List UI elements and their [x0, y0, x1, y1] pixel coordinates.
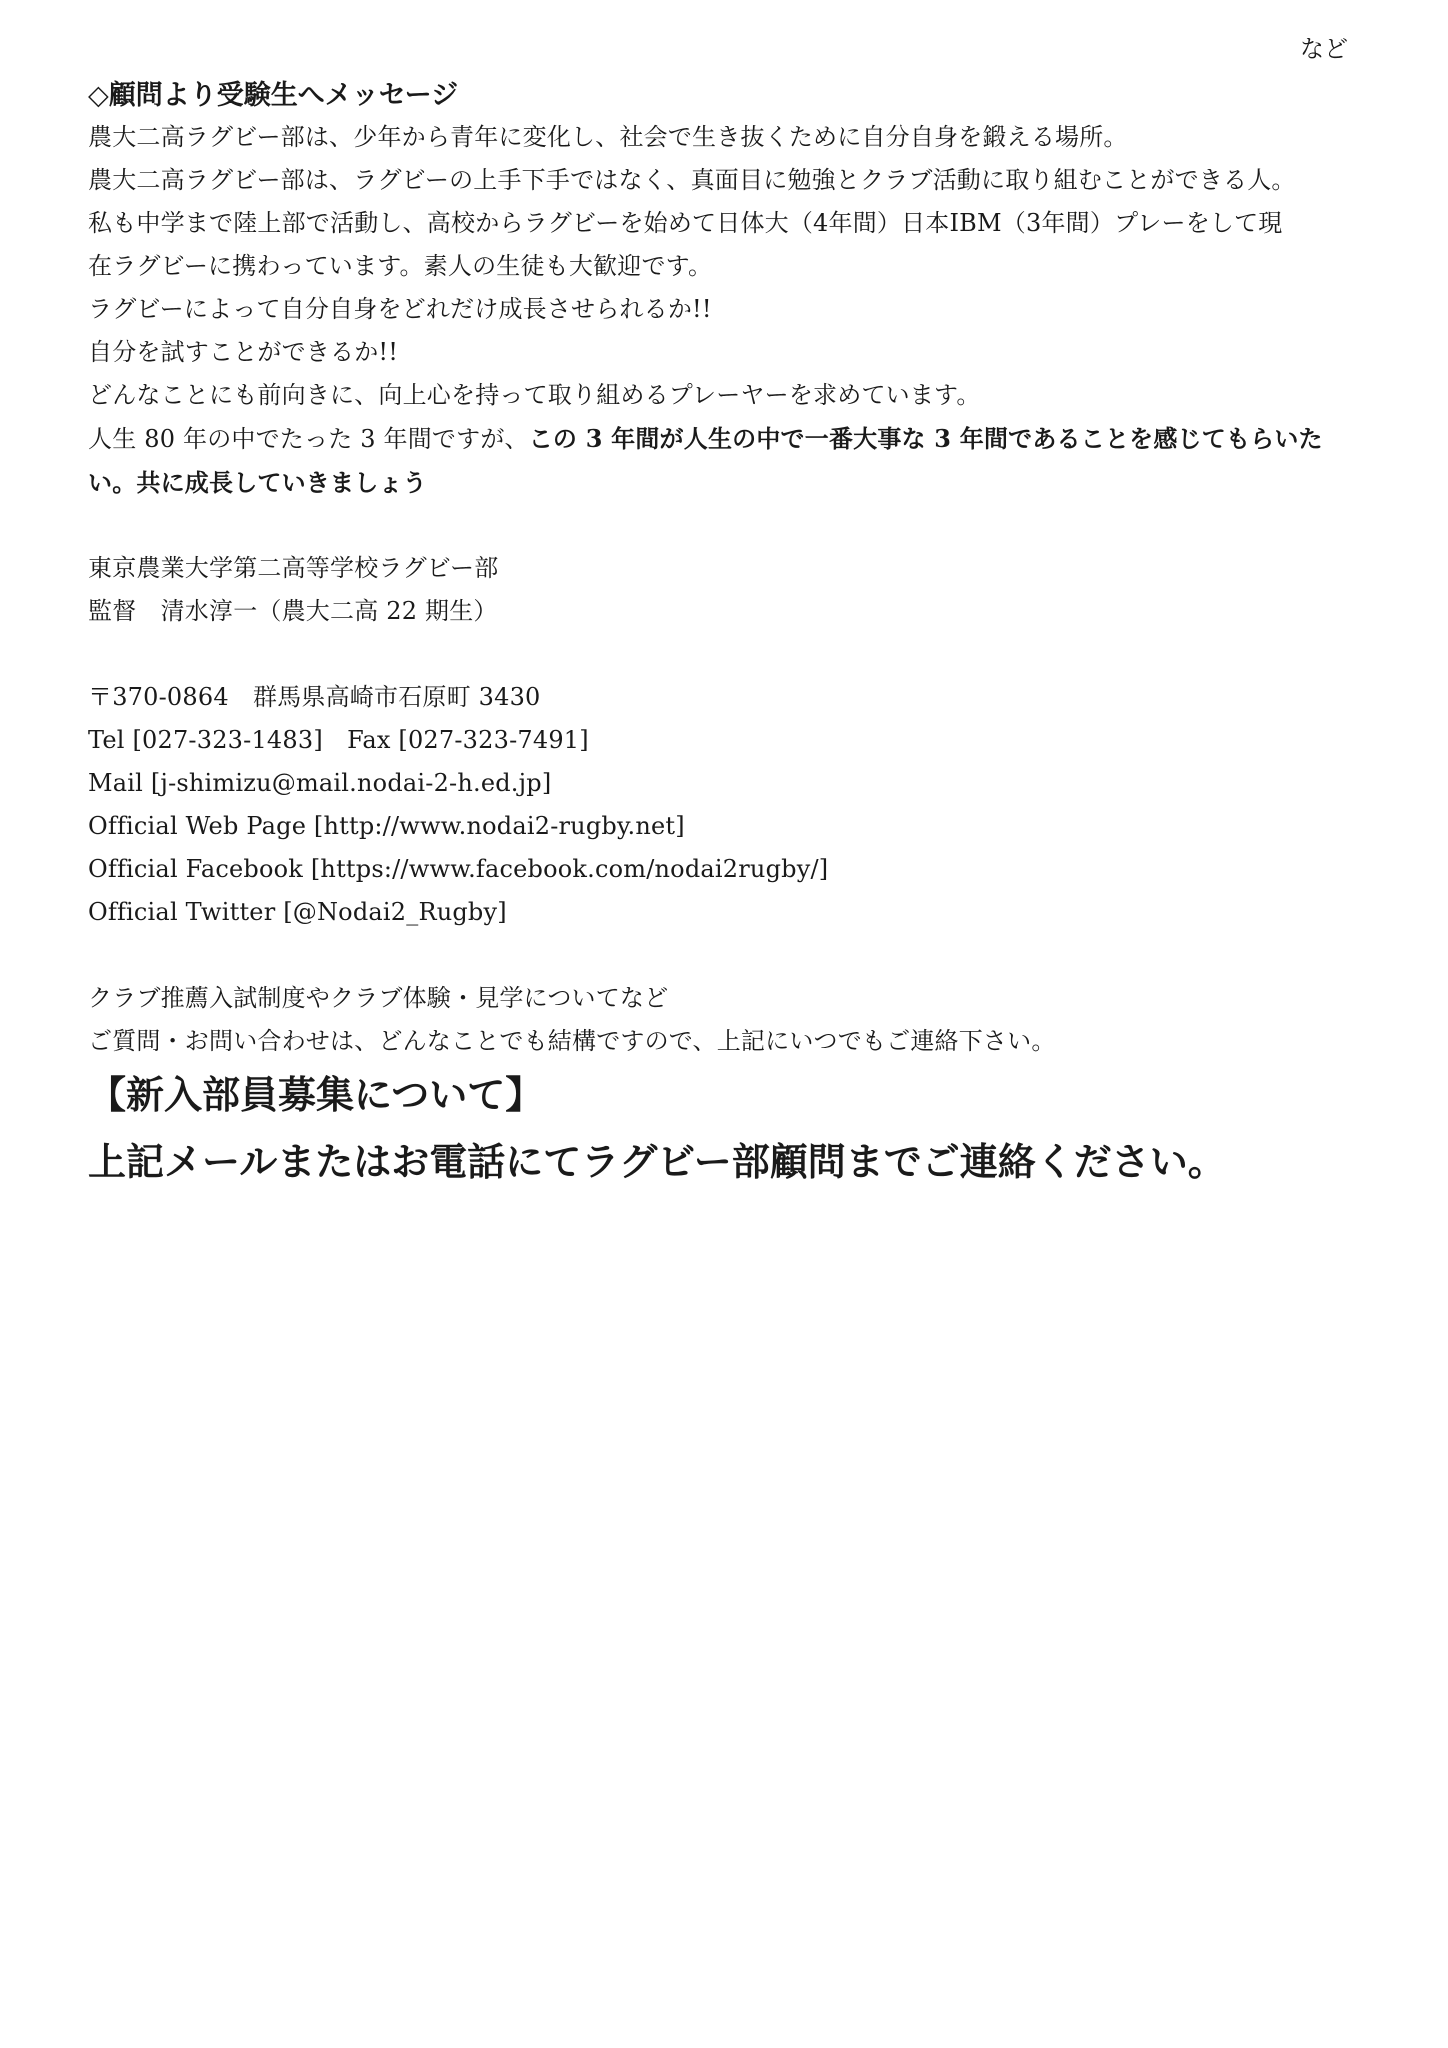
corner-note: など — [1300, 35, 1348, 63]
contact-web-page: Official Web Page [http://www.nodai2-rugby.net] — [88, 812, 685, 840]
message-line: どんなことにも前向きに、向上心を持って取り組めるプレーヤーを求めています。 — [88, 381, 981, 409]
contact-facebook: Official Facebook [https://www.facebook.com/nodai2rugby/] — [88, 855, 829, 883]
message-line: ラグビーによって自分自身をどれだけ成長させられるか!! — [88, 295, 712, 323]
spacer — [88, 934, 1378, 977]
spacer — [88, 633, 1378, 676]
message-line: 農大二高ラグビー部は、ラグビーの上手下手ではなく、真面目に勉強とクラブ活動に取り組むことができる人。 — [88, 166, 1296, 194]
message-line: 農大二高ラグビー部は、少年から青年に変化し、社会で生き抜くために自分自身を鍛える場所。 — [88, 123, 1128, 151]
message-heading: ◇顧問より受験生へメッセージ — [88, 80, 459, 111]
contact-mail: Mail [j-shimizu@mail.nodai-2-h.ed.jp] — [88, 769, 552, 797]
spacer — [88, 504, 1378, 547]
closing-bold-text: この 3 年間が人生の中で一番大事な 3 年間であることを感じてもらいた — [528, 424, 1323, 453]
closing-plain-text: 人生 80 年の中でたった 3 年間ですが、 — [88, 425, 529, 453]
closing-paragraph — [88, 417, 1378, 461]
signature-coach: 監督 清水淳一（農大二高 22 期生） — [88, 597, 498, 625]
recruit-text: 上記メールまたはお電話にてラグビー部顧問までご連絡ください。 — [88, 1139, 1226, 1184]
contact-address: 〒370-0864 群馬県高崎市石原町 3430 — [88, 683, 541, 711]
closing-bold-continuation: い。共に成長していきましょう — [88, 468, 427, 497]
message-line: 自分を試すことができるか!! — [88, 338, 399, 366]
message-line: 私も中学まで陸上部で活動し、高校からラグビーを始めて日体大（4年間）日本IBM（3年間）プレーをして現 — [88, 209, 1283, 237]
inquiry-line: ご質問・お問い合わせは、どんなことでも結構ですので、上記にいつでもご連絡下さい。 — [88, 1027, 1056, 1055]
document-body — [88, 76, 1378, 1195]
inquiry-line: クラブ推薦入試制度やクラブ体験・見学についてなど — [88, 984, 669, 1012]
message-line: 在ラグビーに携わっています。素人の生徒も大歓迎です。 — [88, 252, 713, 280]
signature-org: 東京農業大学第二高等学校ラグビー部 — [88, 554, 499, 582]
contact-twitter: Official Twitter [@Nodai2_Rugby] — [88, 898, 507, 926]
recruit-heading: 【新入部員募集について】 — [88, 1072, 544, 1117]
contact-phone-fax: Tel [027-323-1483] Fax [027-323-7491] — [88, 726, 589, 754]
